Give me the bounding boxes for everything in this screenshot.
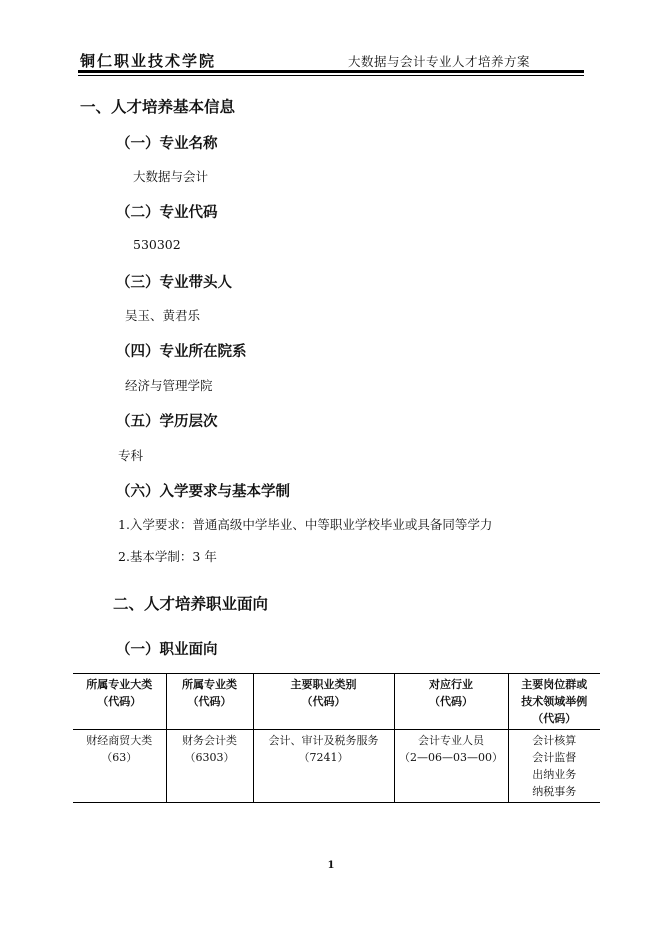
page-number: 1 (327, 860, 335, 871)
header-positions: 主要岗位群或 技术领域举例 （代码） (508, 674, 600, 730)
cell-major-class: 财务会计类 （6303） (166, 730, 253, 803)
major-code-value: 530302 (133, 237, 181, 252)
major-name-value: 大数据与会计 (133, 169, 209, 184)
section2-title: 二、人才培养职业面向 (113, 595, 269, 613)
header-rule-thin (78, 75, 584, 76)
header-major-class: 所属专业类 （代码） (166, 674, 253, 730)
department-value: 经济与管理学院 (125, 378, 213, 393)
major-leader-value: 吴玉、黄君乐 (125, 308, 201, 323)
table-header-row (73, 674, 600, 730)
header-major-category: 所属专业大类 （代码） (86, 678, 153, 708)
heading-department: （四）专业所在院系 (116, 344, 247, 360)
cell-industry: 会计专业人员 （2—06—03—00） (394, 730, 508, 803)
header-occupation: 主要职业类别 （代码） (253, 674, 394, 730)
study-duration: 2.基本学制：3 年 (118, 549, 217, 564)
admission-requirement: 1.入学要求：普通高级中学毕业、中等职业学校毕业或具备同等学力 (118, 517, 493, 532)
cell-occupation: 会计、审计及税务服务 （7241） (253, 730, 394, 803)
heading-career-orientation: （一）职业面向 (116, 642, 218, 658)
heading-education-level: （五）学历层次 (116, 414, 218, 430)
cell-major-category: 财经商贸大类 （63） (86, 734, 153, 764)
education-level-value: 专科 (118, 448, 144, 463)
heading-major-code: （二）专业代码 (116, 205, 218, 221)
heading-major-name: （一）专业名称 (116, 136, 218, 152)
heading-major-leader: （三）专业带头人 (116, 275, 232, 291)
table-row (73, 730, 600, 803)
career-table (73, 673, 600, 803)
heading-admission: （六）入学要求与基本学制 (116, 484, 290, 500)
cell-positions: 会计核算 会计监督 出纳业务 纳税事务 (508, 730, 600, 803)
header-rule-thick (78, 70, 584, 73)
section1-title: 一、人才培养基本信息 (80, 98, 236, 116)
header-industry: 对应行业 （代码） (394, 674, 508, 730)
document-title: 大数据与会计专业人才培养方案 (348, 54, 531, 69)
school-name: 铜仁职业技术学院 (80, 52, 217, 70)
